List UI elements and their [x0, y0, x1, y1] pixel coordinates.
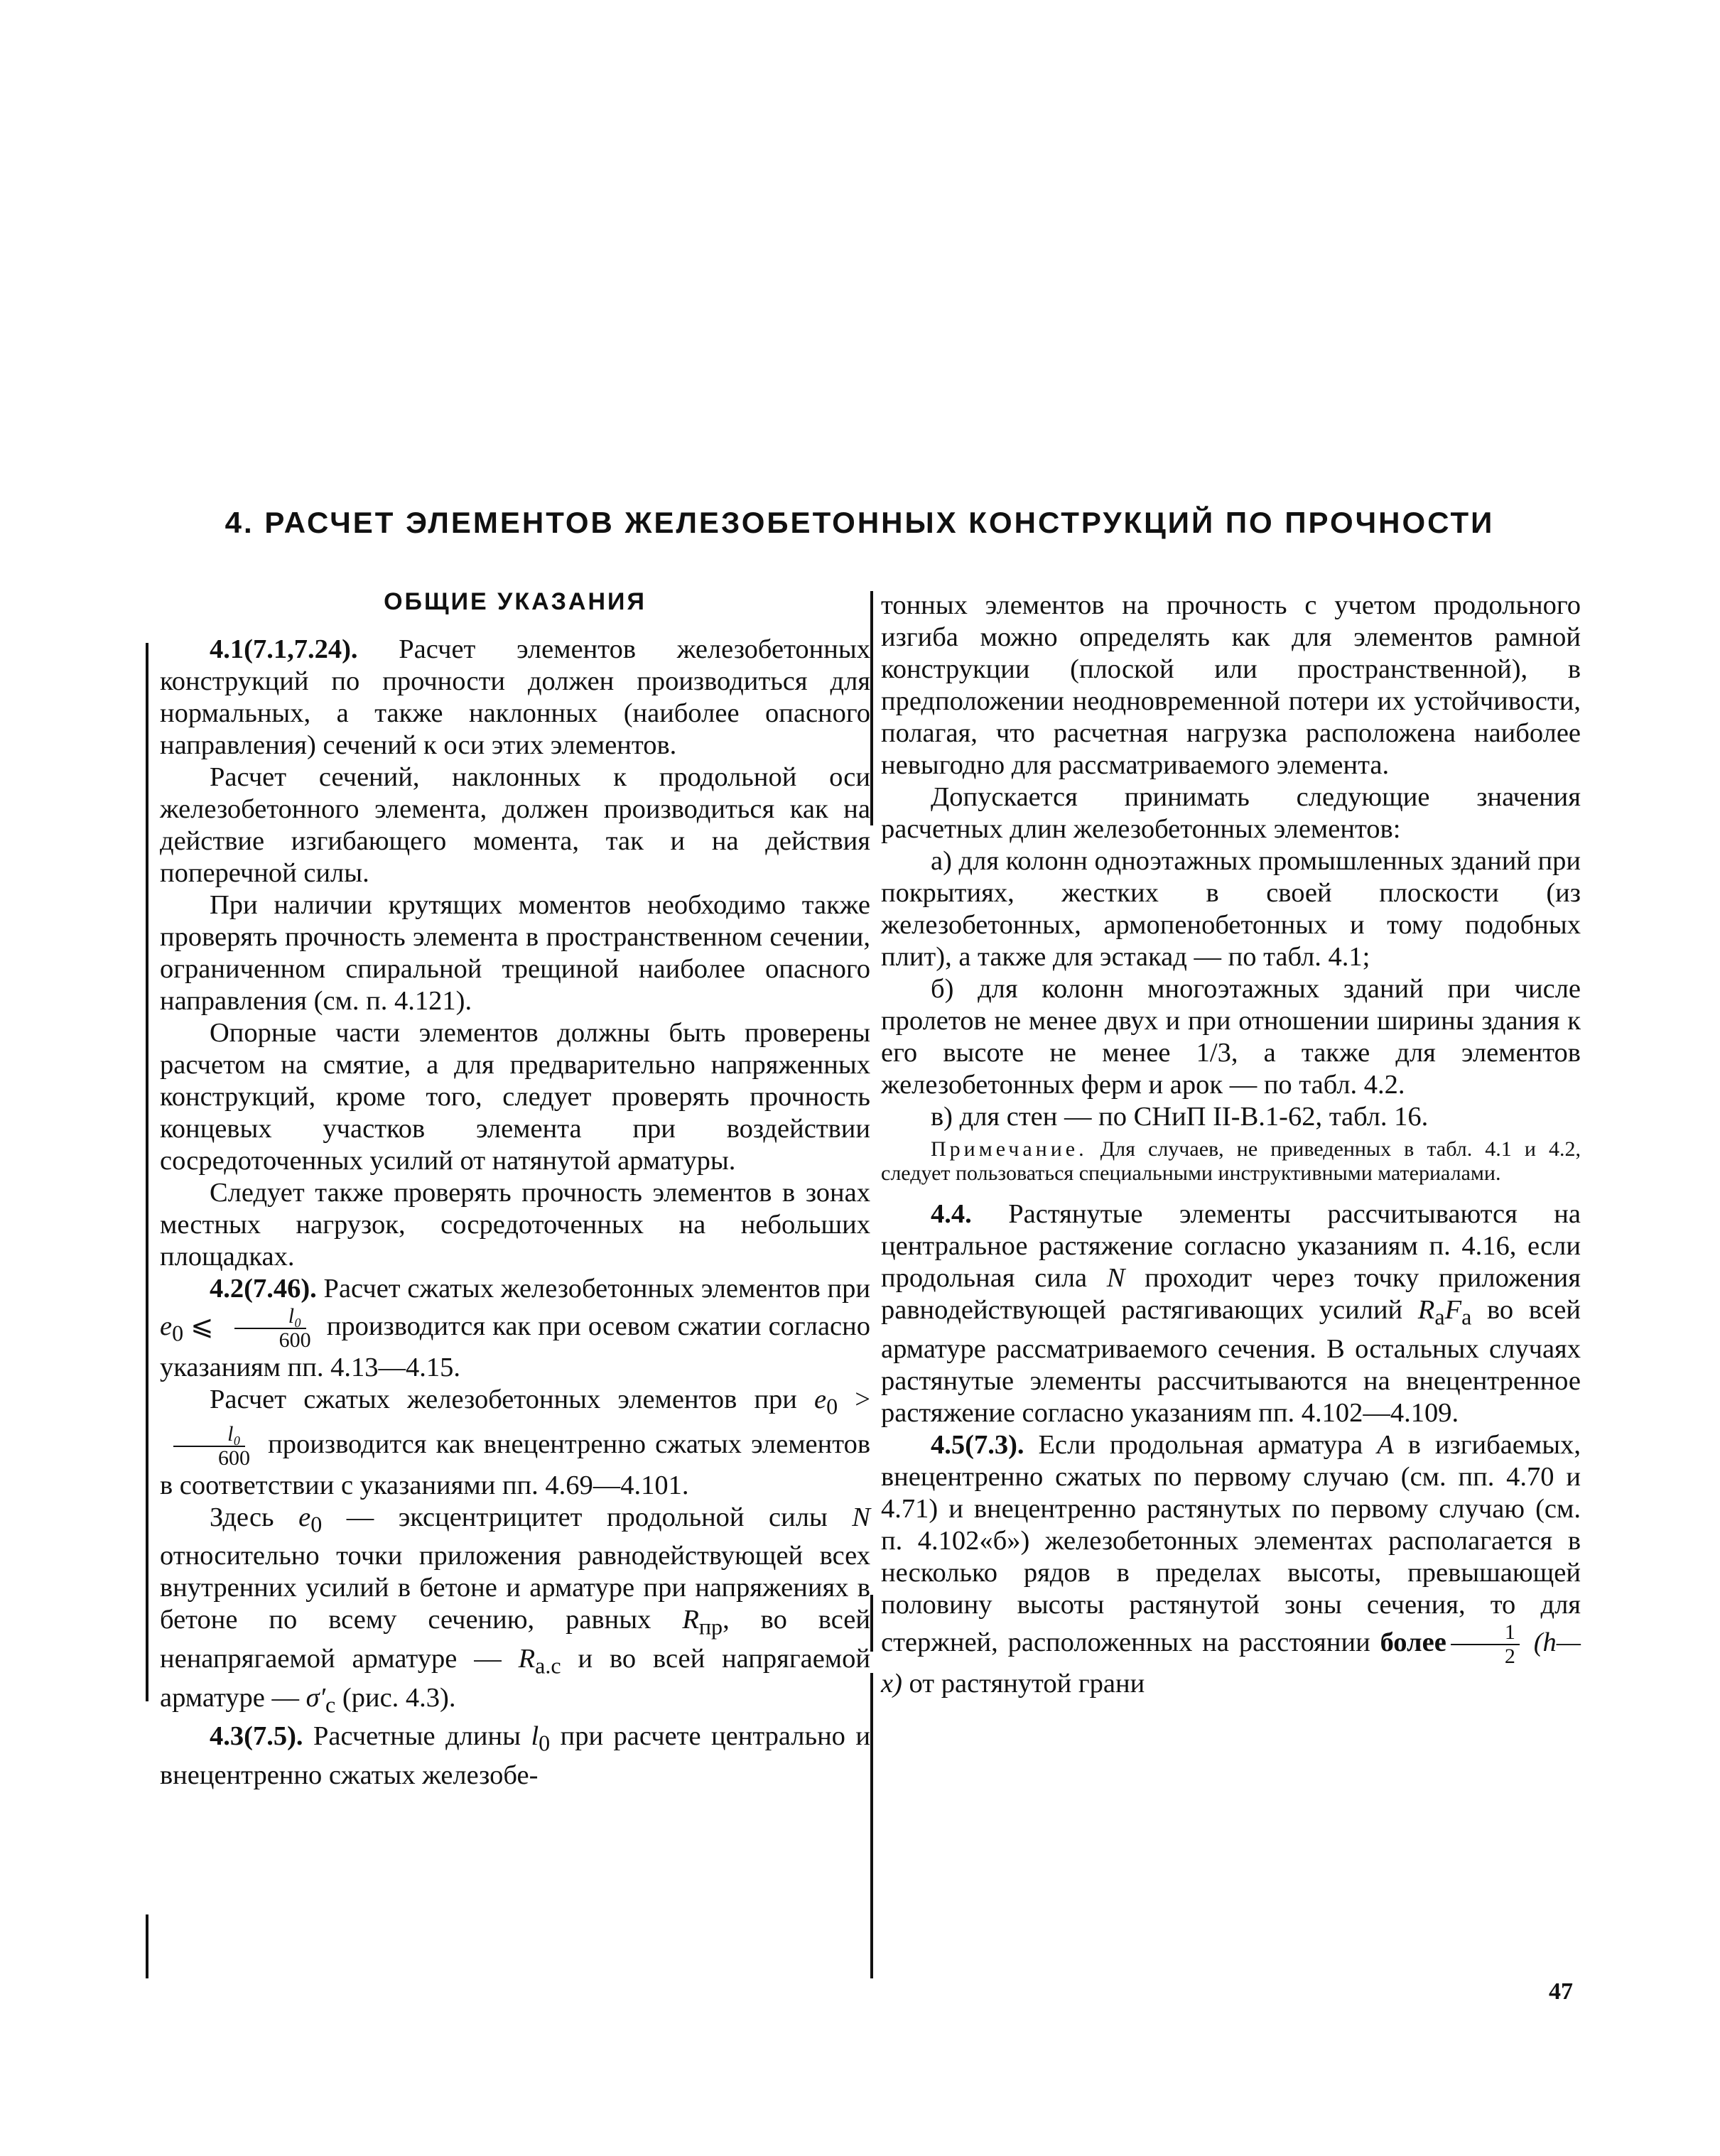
paragraph: Допускается принимать следующие значения расчетных длин железобетонных элементов: — [881, 782, 1581, 844]
fraction-numerator: 1 — [1451, 1621, 1520, 1645]
subscript: 0 — [310, 1511, 323, 1537]
paragraph-4-2 — [160, 1273, 870, 1384]
fraction-numerator: l₀ — [234, 1305, 306, 1329]
paragraph-text: Расчет сжатых железобетонных элементов при — [210, 1385, 815, 1414]
variable-n: N — [1106, 1263, 1125, 1293]
variable-e: e — [814, 1385, 827, 1414]
paragraph-text: Расчет элементов железобетонных конструкций по прочности должен производиться для нормальных, а также наклонных (наиболее опасного направления) сечений к оси этих элементов. — [160, 634, 870, 760]
clause-number: 4.4. — [931, 1199, 972, 1229]
paragraph-4-5 — [881, 1429, 1581, 1700]
fraction-numerator: l₀ — [173, 1423, 245, 1447]
fraction-one-half — [1451, 1621, 1520, 1668]
paragraph-text: Если продольная арматура — [1024, 1429, 1378, 1460]
variable-r: R — [1417, 1295, 1435, 1325]
fraction-l0-over-600 — [225, 1305, 315, 1352]
margin-change-bar — [146, 643, 148, 1701]
expression: (h—x) — [881, 1627, 1581, 1699]
note-label: Примечание. — [931, 1137, 1088, 1161]
variable-r: R — [518, 1644, 536, 1674]
paragraph-text: от растянутой грани — [902, 1668, 1145, 1699]
margin-change-bar — [146, 1914, 148, 1978]
chapter-title: 4. РАСЧЕТ ЭЛЕМЕНТОВ ЖЕЛЕЗОБЕТОННЫХ КОНСТРУКЦИЙ ПО ПРОЧНОСТИ — [225, 506, 1495, 539]
clause-number: 4.1(7.1,7.24). — [210, 634, 358, 664]
bold-word: более — [1380, 1627, 1446, 1657]
margin-change-bar — [870, 591, 873, 825]
paragraph: Расчет сечений, наклонных к продольной оси железобетонного элемента, должен производиться как на действие изгибающего момента, так и на действия поперечной силы. — [160, 762, 870, 888]
paragraph-text: (рис. 4.3). — [335, 1682, 456, 1713]
operator: > — [838, 1385, 870, 1414]
margin-change-bar — [870, 1595, 873, 1652]
subscript: 0 — [172, 1320, 184, 1346]
paragraph: Опорные части элементов должны быть проверены расчетом на смятие, а для предварительно напряженных конструкций, кроме того, следует проверять прочность концевых участков элемента при воздействии сосредоточенных усилий от натянутой арматуры. — [160, 1018, 870, 1176]
fraction-l0-over-600 — [164, 1423, 254, 1470]
variable-e: e — [160, 1311, 173, 1341]
paragraph-4-1 — [160, 634, 870, 762]
paragraph-text: относительно точки приложения равнодействующей всех внутренних усилий в бетоне и арматуре при напряжениях в бетоне по всему сечению, равных — [160, 1541, 870, 1635]
paragraph-text: , во всей ненапрягаемой арматуре — — [160, 1605, 870, 1674]
fraction-denominator: 600 — [218, 1446, 250, 1470]
paragraph-text: производится как внецентренно сжатых элементов в соответствии с указаниями пп. 4.69—4.101. — [160, 1429, 870, 1500]
subscript: а — [1434, 1304, 1445, 1330]
subscript: с — [325, 1691, 336, 1718]
paragraph-text: — эксцентрицитет продольной силы — [322, 1502, 853, 1532]
paragraph-text: и во всей напрягаемой арматуре — — [160, 1644, 870, 1713]
note — [881, 1137, 1581, 1186]
paragraph-text: при расчете центрально и внецентренно сжатых железобе- — [160, 1721, 870, 1791]
paragraph-text: Растянутые элементы рассчитываются на центральное растяжение согласно указаниям п. 4.16, если продольная сила — [881, 1199, 1581, 1293]
variable-a: A — [1377, 1429, 1394, 1460]
paragraph-4-3 — [160, 1721, 870, 1792]
variable-n: N — [852, 1502, 870, 1532]
paragraph-text: производится как при осевом сжатии согласно указаниям пп. 4.13—4.15. — [160, 1311, 870, 1382]
subscript: 0 — [539, 1730, 551, 1757]
operator: ⩽ — [183, 1311, 221, 1341]
variable-r: R — [682, 1605, 699, 1635]
subscript: пр — [698, 1614, 723, 1640]
fraction-denominator: 600 — [278, 1328, 311, 1352]
right-column — [881, 590, 1581, 1700]
fraction-denominator: 2 — [1504, 1644, 1515, 1668]
paragraph-text: Здесь — [210, 1502, 299, 1532]
left-column — [160, 586, 870, 1792]
paragraph: При наличии крутящих моментов необходимо также проверять прочность элемента в пространственном сечении, ограниченном спиральной трещиной наиболее опасного направления (см. п. 4.121). — [160, 890, 870, 1016]
clause-number: 4.3(7.5). — [210, 1721, 303, 1752]
paragraph — [160, 1384, 870, 1502]
paragraph-text: проходит через точку приложения равнодействующей растягивающих усилий — [881, 1263, 1581, 1325]
paragraph-text: Расчетные длины — [303, 1721, 531, 1752]
clause-number: 4.5(7.3). — [931, 1429, 1024, 1460]
subscript: 0 — [826, 1393, 838, 1419]
margin-change-bar — [870, 1673, 873, 1978]
page-number: 47 — [1549, 1978, 1573, 2005]
list-item-a: а) для колонн одноэтажных промышленных зданий при покрытиях, жестких в своей плоскости (из железобетонных, армопенобетонных и тому подобных плит), а также для эстакад — по табл. 4.1; — [881, 846, 1581, 972]
paragraph — [160, 1502, 870, 1721]
paragraph: тонных элементов на прочность с учетом продольного изгиба можно определять как для элементов рамной конструкции (плоской или пространственной), в предположении неодновременной потери их устойчивости, полагая, что расчетная нагрузка расположена наиболее невыгодно для рассматриваемого элемента. — [881, 590, 1581, 780]
variable-e: e — [298, 1502, 311, 1532]
paragraph-text: во всей арматуре рассматриваемого сечения. В остальных случаях растянутые элементы рассчитываются на внецентренное растяжение согласно указаниям пп. 4.102—4.109. — [881, 1295, 1581, 1428]
list-item-b: б) для колонн многоэтажных зданий при числе пролетов не менее двух и при отношении ширины здания к его высоте не менее 1/3, а также для элементов железобетонных ферм и арок — по табл. 4.2. — [881, 974, 1581, 1100]
paragraph-text: в изгибаемых, внецентренно сжатых по первому случаю (см. пп. 4.70 и 4.71) и внецентренно растянутых по первому случаю (см. п. 4.102«б») железобетонных элементах располагается в несколько рядов в пределах высоты, превышающей половину высоты растянутой зоны сечения, то для стержней, расположенных на расстоянии — [881, 1429, 1581, 1657]
variable-f: F — [1444, 1295, 1462, 1325]
paragraph-text: Расчет сжатых железобетонных элементов при — [316, 1274, 870, 1304]
subscript: а.с — [535, 1652, 561, 1679]
variable-l: l — [531, 1721, 539, 1752]
note-text: Для случаев, не приведенных в табл. 4.1 и 4.2, следует пользоваться специальными инструктивными материалами. — [881, 1137, 1581, 1185]
paragraph: Следует также проверять прочность элементов в зонах местных нагрузок, сосредоточенных на небольших площадках. — [160, 1178, 870, 1272]
list-item-v: в) для стен — по СНиП II-В.1-62, табл. 16. — [931, 1102, 1429, 1132]
subscript: а — [1461, 1304, 1472, 1330]
clause-number: 4.2(7.46). — [210, 1274, 317, 1304]
variable-sigma: σ′ — [305, 1682, 326, 1713]
section-title: ОБЩИЕ УКАЗАНИЯ — [384, 588, 647, 615]
paragraph-4-4 — [881, 1198, 1581, 1429]
